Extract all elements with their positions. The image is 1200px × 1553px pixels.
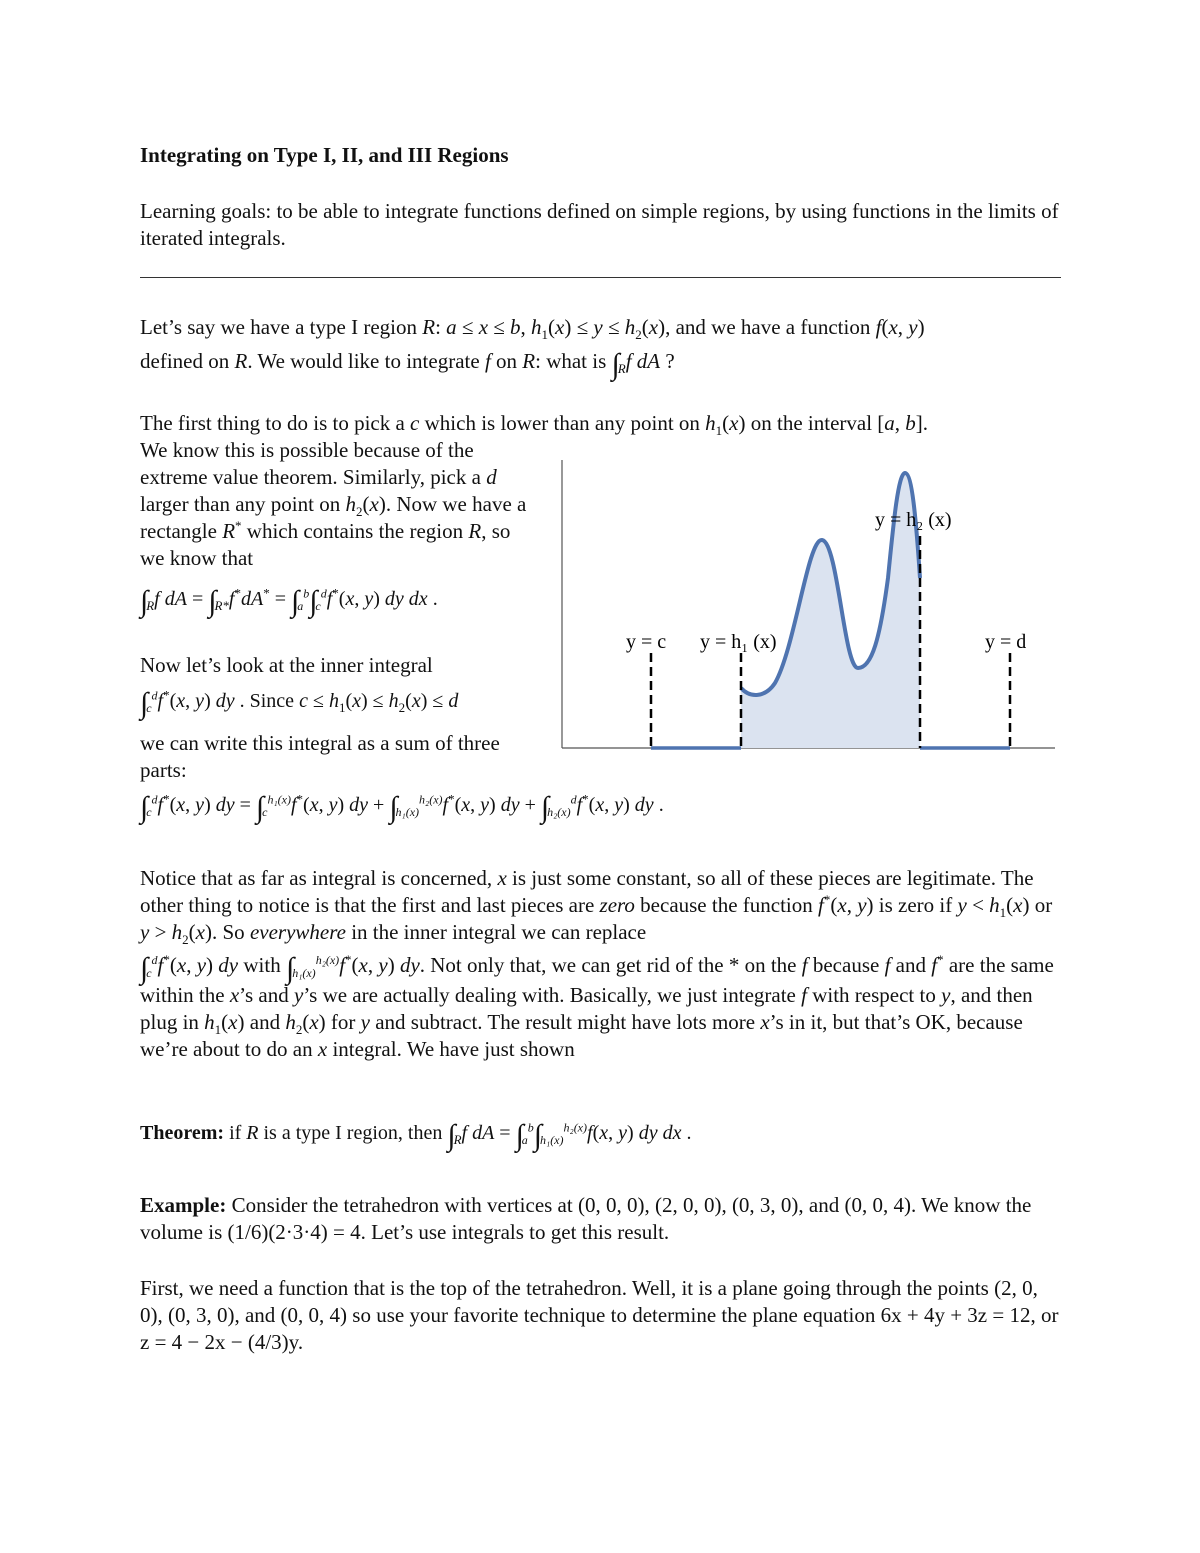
paragraph-rectangle: We know this is possible because of the extreme value theorem. Similarly, pick a d larger than any point on $h_2(x)$. Now we have a rectangle R* which contains the region R, so we know that <box>140 438 527 570</box>
example: Example: Consider the tetrahedron with vertices at (0, 0, 0), (2, 0, 0), (0, 3, 0), and (0, 0, 4). We know the volume is (1/6)(2·3·4) = 4. Let’s use integrals to get this result. <box>140 1193 1032 1244</box>
equation-three-parts: $\int_c^df^*(x$, y) dy = $\int_c^{h_1(x)}f^*(x$, y) dy + $\int_{h_1(x)}^{h_2(x)}f^*(x$, y) dy + $\int_{h_2(x)}^df^*(x$, y) dy . <box>140 791 664 824</box>
label-y-h1: y = h₁ (x) <box>700 631 777 653</box>
label-y-c: y = c <box>626 631 667 653</box>
divider <box>140 277 1061 278</box>
theorem: Theorem: if R is a type I region, then $\int_Rf$ dA = $\int_a^b\int_{h_1(x)}^{h_2(x)}f(x$, y) dy dx . <box>140 1119 692 1152</box>
equation-rectangle-integral: $\int_Rf$ dA = $\int_{R*}f^*dA^* = \int_a^b\int_c^df^*(x$, y) dy dx . <box>140 585 438 618</box>
theorem-label: Theorem: <box>140 1122 225 1144</box>
label-y-d: y = d <box>985 631 1027 653</box>
paragraph-region-definition: Let’s say we have a type I region R: a ≤ x ≤ b, $h_1(x) \le y \le h_2(x)$, and we have a function f(x, y) defined on R. We would like to integrate f on R: what is $\int_Rf$ dA ? <box>140 315 925 381</box>
region-diagram <box>560 458 1060 758</box>
learning-goals: Learning goals: to be able to integrate functions defined on simple regions, by using functions in the limits of iterated integrals. <box>140 199 1059 250</box>
label-y-h2: y = h₂ (x) <box>875 509 952 531</box>
paragraph-notice: Notice that as far as integral is concerned, x is just some constant, so all of these pieces are legitimate. The other thing to notice is that the first and last pieces are zero because the function f*(x, y) is zero if $y < h_1(x)$ or $y > h_2(x)$. So everywhere in the inner integral we can replace $\int_c^df^*(x$, y) dy with $\int_{h_1(x)}^{h_2(x)}f^*(x$, y) dy. Not only that, we can get rid of the * on the f because f and f* are the same within the x’s and y’s we are actually dealing with. Basically, we just integrate f with respect to y, and then plug in $h_1(x)$ and $h_2(x)$ for y and subtract. The result might have lots more x’s in it, but that’s OK, because we’re about to do an x integral. We have just shown <box>140 866 1054 1061</box>
paragraph-inner-integral-title: Now let’s look at the inner integral <box>140 653 433 677</box>
equation-inner-integral: $\int_c^df^*(x$, y) dy . Since $c \le h_1(x) \le h_2(x) \le d$ <box>140 687 459 720</box>
example-label: Example: <box>140 1193 227 1217</box>
paragraph-plane: First, we need a function that is the top of the tetrahedron. Well, it is a plane going through the points (2, 0, 0), (0, 3, 0), and (0, 0, 4) so use your favorite technique to determine the plane equation 6x + 4y + 3z = 12, or z = 4 − 2x − (4/3)y. <box>140 1276 1059 1354</box>
paragraph-three-parts: we can write this integral as a sum of three parts: <box>140 731 500 782</box>
paragraph-pick-c: The first thing to do is to pick a c which is lower than any point on $h_1(x)$ on the interval [a, b]. <box>140 411 929 439</box>
page-title: Integrating on Type I, II, and III Regions <box>140 143 509 167</box>
